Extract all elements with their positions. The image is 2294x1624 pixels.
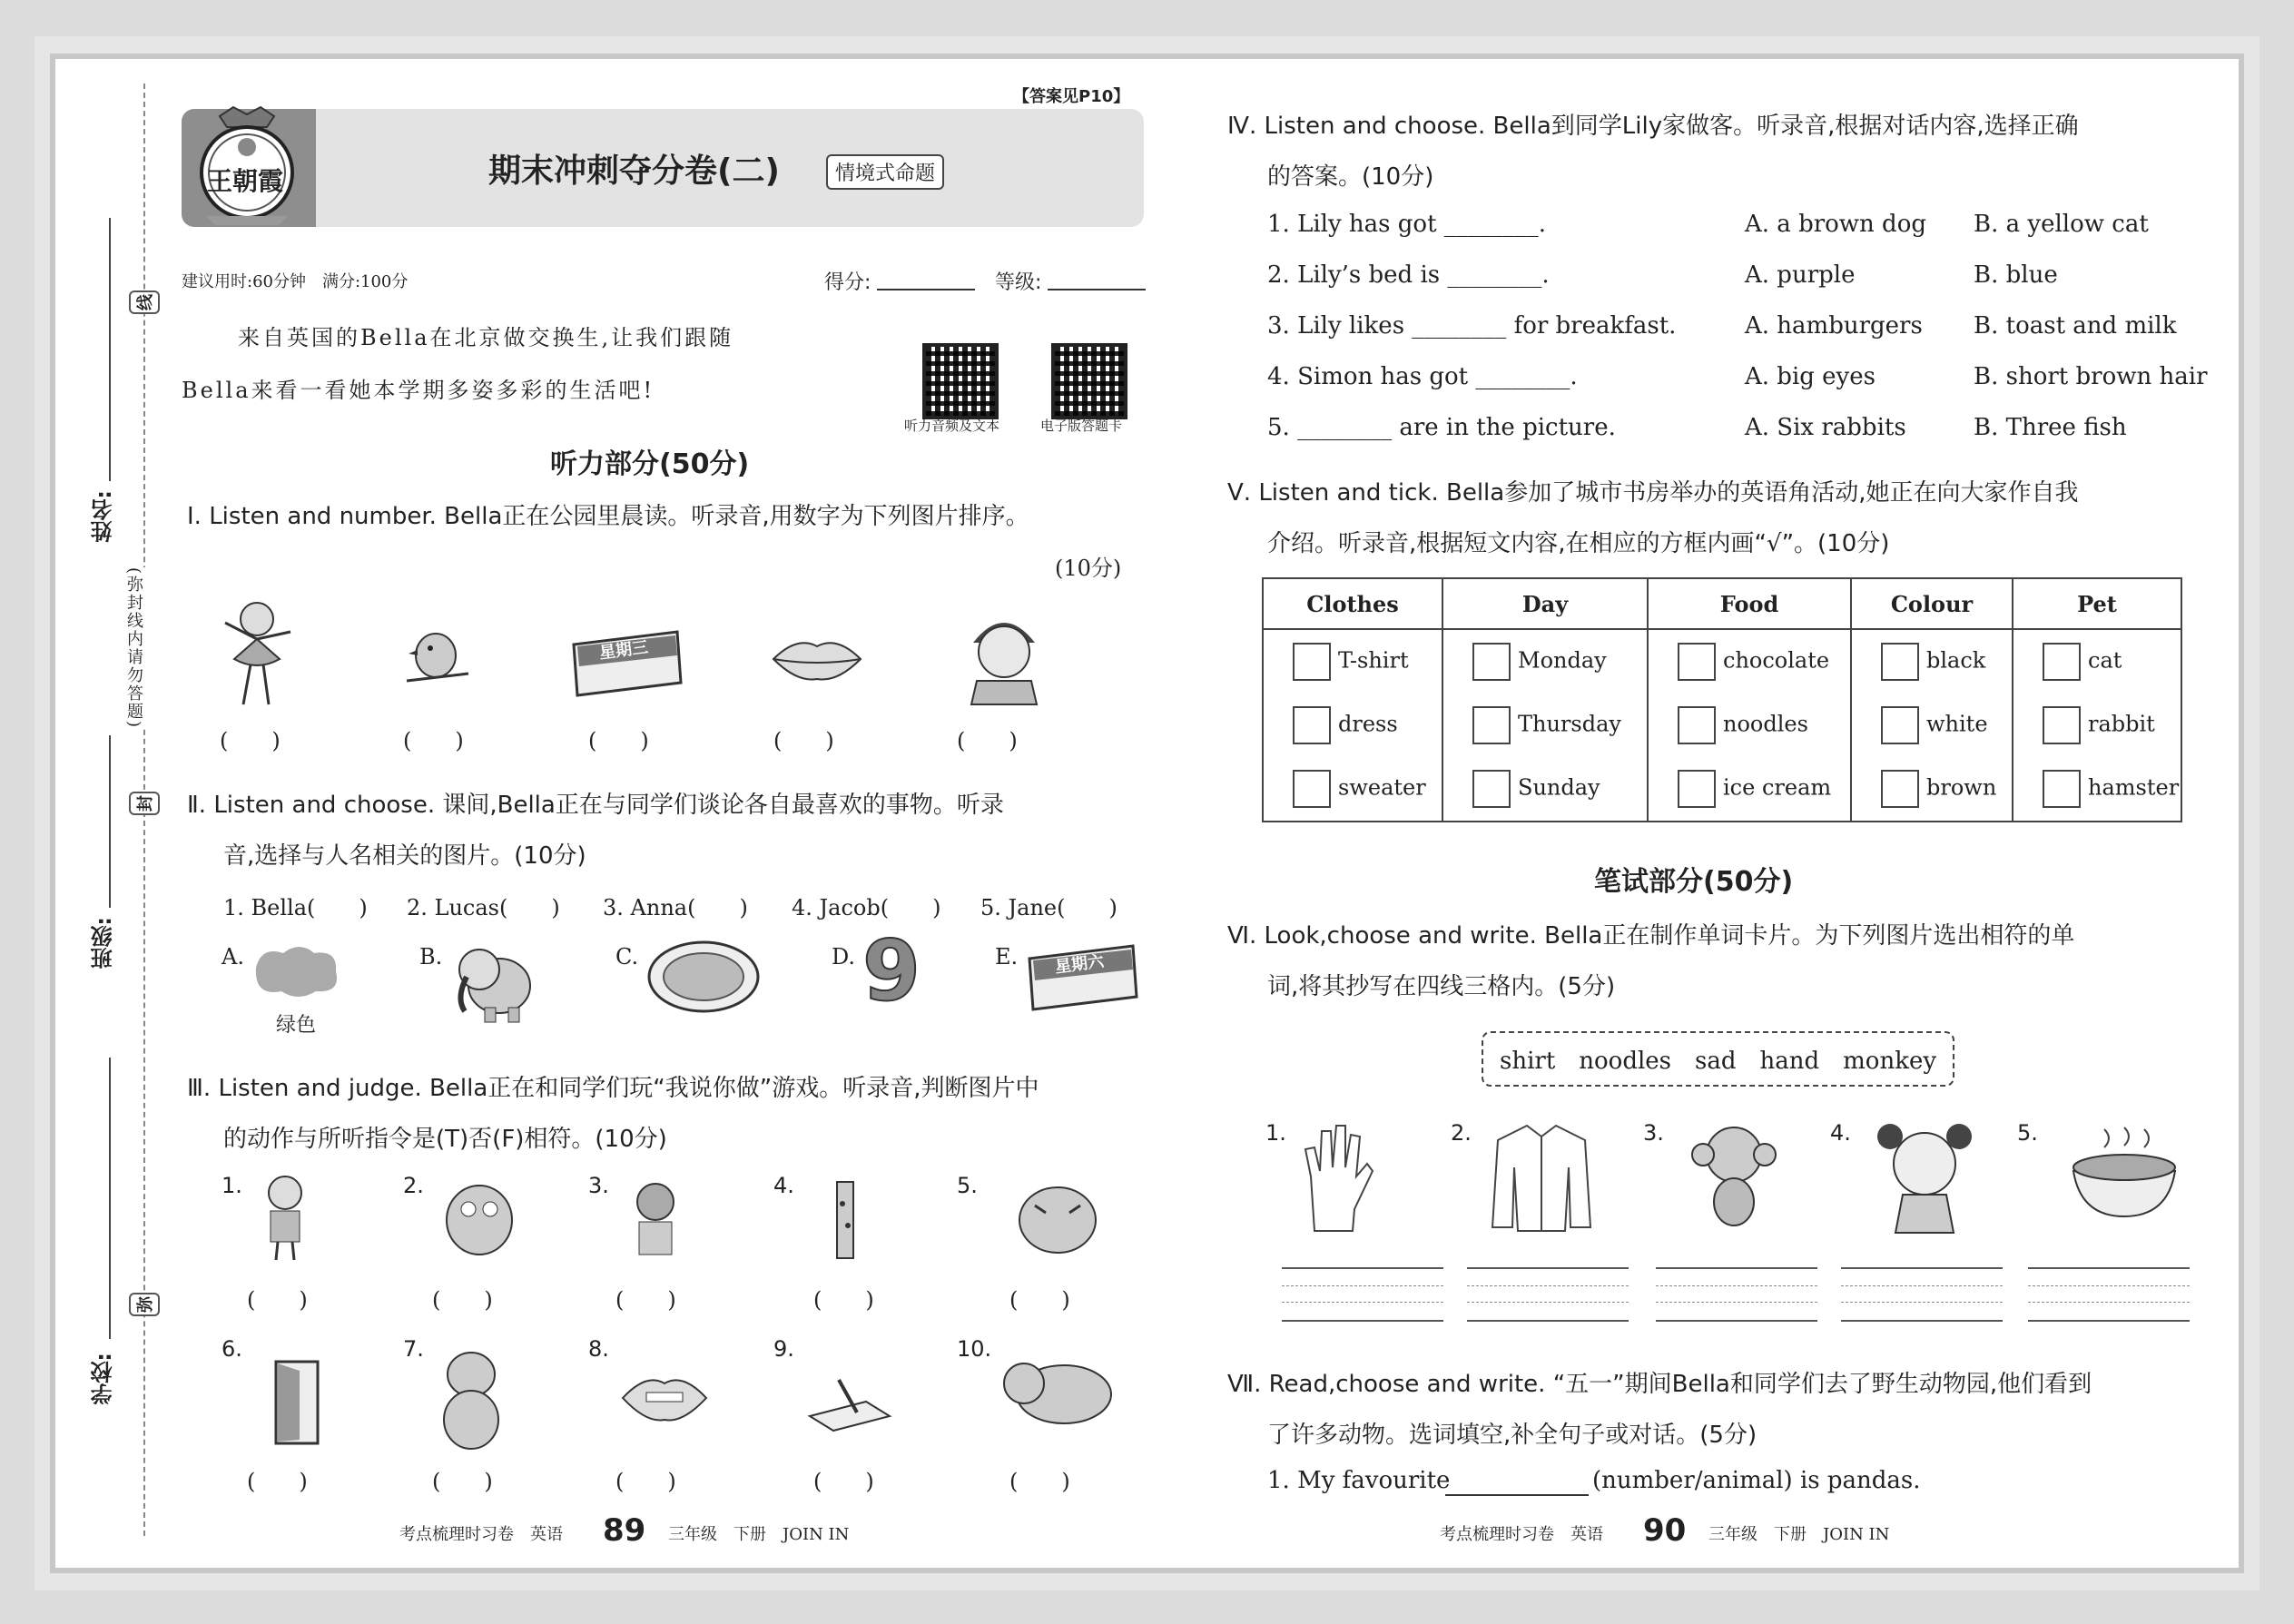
q3-number-5: 5.: [957, 1173, 978, 1198]
q7-title-line-1: Ⅶ. Read,choose and write. “五一”期间Bella和同学们去了野生动物园,他们看到: [1227, 1371, 2092, 1398]
exam-title-tag: 情境式命题: [826, 154, 944, 190]
footer-left-text-2: 三年级 下册 JOIN IN: [668, 1525, 850, 1544]
checkbox[interactable]: [1881, 706, 1919, 744]
sidebar-note: (弥封线内请勿答题): [122, 567, 145, 729]
q3-number-6: 6.: [222, 1336, 242, 1362]
q1-bracket-5[interactable]: ( ): [957, 728, 1018, 753]
tick-cell[interactable]: [1442, 757, 1648, 822]
q3-bracket-5[interactable]: ( ): [1009, 1287, 1070, 1313]
tick-label: chocolate: [1723, 647, 1830, 674]
q7-item-1-suffix: (number/animal) is pandas.: [1592, 1467, 1921, 1494]
tick-cell[interactable]: [1442, 629, 1648, 694]
tiger-running-picture: [1000, 1347, 1118, 1438]
q4-option-3a[interactable]: A. hamburgers: [1745, 312, 1923, 340]
q3-number-8: 8.: [588, 1336, 609, 1362]
four-line-grid-1[interactable]: [1282, 1267, 1443, 1322]
q6-number-1: 1.: [1265, 1120, 1286, 1146]
q4-option-5a[interactable]: A. Six rabbits: [1745, 414, 1906, 441]
bird-picture: [399, 617, 472, 690]
q3-bracket-3[interactable]: ( ): [615, 1287, 676, 1313]
q3-bracket-4[interactable]: ( ): [813, 1287, 874, 1313]
q4-option-2b[interactable]: B. blue: [1974, 261, 2058, 289]
checkbox[interactable]: [2043, 643, 2081, 681]
checkbox[interactable]: [1472, 770, 1511, 808]
q4-option-4a[interactable]: A. big eyes: [1745, 363, 1876, 390]
q2-option-a: A.: [222, 944, 244, 969]
checkbox[interactable]: [1678, 770, 1716, 808]
tick-cell[interactable]: [1851, 629, 2013, 694]
q2-option-c: C.: [615, 944, 639, 969]
q2-name-anna[interactable]: 3. Anna( ): [603, 895, 748, 920]
q4-option-5b[interactable]: B. Three fish: [1974, 414, 2127, 441]
q3-title-line-2: 的动作与所听指令是(T)否(F)相符。(10分): [223, 1126, 667, 1153]
green-label: 绿色: [276, 1014, 317, 1037]
intro-line-1: 来自英国的Bella在北京做交换生,让我们跟随: [238, 325, 734, 350]
boy-action-picture: [258, 1173, 312, 1262]
sidebar-name-label: 姓名:: [91, 490, 116, 543]
tick-table: [1262, 577, 2182, 822]
number-nine-picture: 9: [862, 922, 921, 1019]
q4-option-3b[interactable]: B. toast and milk: [1974, 312, 2177, 340]
q4-question-5: 5. ________ are in the picture.: [1267, 414, 1616, 441]
q3-number-7: 7.: [403, 1336, 424, 1362]
hand-picture: [1296, 1122, 1374, 1238]
q4-title-line-1: Ⅳ. Listen and choose. Bella到同学Lily家做客。听录音,根据对话内容,选择正确: [1227, 113, 2079, 140]
sidebar-class-label: 班级:: [91, 917, 116, 969]
q1-bracket-1[interactable]: ( ): [220, 728, 281, 753]
q2-name-jacob[interactable]: 4. Jacob( ): [792, 895, 941, 920]
q3-bracket-7[interactable]: ( ): [432, 1469, 493, 1494]
q6-number-3: 3.: [1643, 1120, 1664, 1146]
q2-name-lucas[interactable]: 2. Lucas( ): [407, 895, 560, 920]
footer-left-text-1: 考点梳理时习卷 英语: [399, 1525, 563, 1544]
tick-cell[interactable]: [2013, 757, 2181, 822]
qr-audio-label: 听力音频及文本: [904, 418, 1000, 434]
listening-heading: 听力部分(50分): [550, 448, 750, 480]
q4-title-line-2: 的答案。(10分): [1267, 163, 1434, 191]
tick-label: ice cream: [1723, 774, 1832, 801]
open-door-picture: [272, 1358, 321, 1447]
checkbox[interactable]: [1293, 770, 1331, 808]
q3-number-4: 4.: [773, 1173, 794, 1198]
q3-number-1: 1.: [222, 1173, 242, 1198]
green-paint-splash-picture: [247, 940, 345, 1002]
sidebar-seal-char: 封: [129, 792, 160, 815]
grade-label: 等级:: [995, 271, 1042, 294]
tick-table-row: [1263, 694, 2181, 757]
noodles-picture: [2068, 1126, 2181, 1220]
qr-answer-card-label: 电子版答题卡: [1040, 418, 1123, 434]
footer-left-page-number: 89: [603, 1512, 646, 1549]
calendar-saturday-text: 星期六: [1054, 951, 1106, 978]
right-page: [1147, 0, 2294, 1624]
monkey-picture: [1687, 1122, 1781, 1229]
header-food: Food: [1648, 578, 1851, 629]
q3-number-9: 9.: [773, 1336, 794, 1362]
q4-option-4b[interactable]: B. short brown hair: [1974, 363, 2208, 390]
sad-girl-picture: [1876, 1118, 1974, 1236]
tick-cell[interactable]: [1442, 694, 1648, 757]
q3-number-2: 2.: [403, 1173, 424, 1198]
tick-label: rabbit: [2088, 711, 2155, 737]
q4-question-4: 4. Simon has got ________.: [1267, 363, 1578, 390]
q4-option-1a[interactable]: A. a brown dog: [1745, 211, 1927, 238]
header-colour: Colour: [1851, 578, 2013, 629]
header-pet: Pet: [2013, 578, 2181, 629]
shirt-picture: [1491, 1122, 1592, 1235]
tiger-standing-picture: [432, 1347, 510, 1452]
calendar-wednesday-text: 星期三: [598, 637, 650, 664]
tick-label: white: [1926, 711, 1988, 737]
score-field[interactable]: [877, 289, 975, 290]
q1-bracket-4[interactable]: ( ): [773, 728, 834, 753]
sidebar-school-line: [109, 1058, 111, 1339]
q2-title-line-1: Ⅱ. Listen and choose. 课间,Bella正在与同学们谈论各自最喜欢的事物。听录: [187, 792, 1004, 819]
score-label: 得分:: [824, 271, 871, 294]
q7-item-1-prefix: 1. My favourite: [1267, 1467, 1451, 1494]
elephant-picture: [448, 935, 539, 1026]
girl-action-picture: [623, 1180, 688, 1260]
answer-reference: 【答案见P10】: [1013, 87, 1130, 106]
exam-title: 期末冲刺夺分卷(二): [488, 153, 780, 190]
footer-right-page-number: 90: [1643, 1512, 1687, 1549]
q4-question-1: 1. Lily has got ________.: [1267, 211, 1547, 238]
brand-name: 王朝霞: [207, 166, 284, 196]
q3-bracket-8[interactable]: ( ): [615, 1469, 676, 1494]
tick-label: dress: [1338, 711, 1398, 737]
q7-item-1-blank[interactable]: [1445, 1494, 1589, 1496]
checkbox[interactable]: [1472, 643, 1511, 681]
sidebar-mi-char: 弥: [129, 1293, 160, 1316]
q5-title-line-2: 介绍。听录音,根据短文内容,在相应的方框内画“√”。(10分): [1267, 530, 1890, 557]
tick-label: black: [1926, 647, 1986, 674]
footer-right-text-2: 三年级 下册 JOIN IN: [1708, 1525, 1890, 1544]
header-day: Day: [1442, 578, 1648, 629]
tick-label: brown: [1926, 774, 1997, 801]
writing-heading: 笔试部分(50分): [1594, 866, 1794, 898]
tick-label: Monday: [1518, 647, 1607, 674]
q1-score: (10分): [1055, 556, 1122, 581]
tick-cell[interactable]: [1263, 694, 1442, 757]
tick-label: cat: [2088, 647, 2122, 674]
q3-bracket-2[interactable]: ( ): [432, 1287, 493, 1313]
q3-number-10: 10.: [957, 1336, 992, 1362]
mouth-teeth-picture: [619, 1369, 710, 1427]
checkbox[interactable]: [1678, 643, 1716, 681]
qr-code-audio[interactable]: [922, 343, 999, 419]
sidebar-name-line: [109, 218, 111, 481]
q2-option-b: B.: [419, 944, 443, 969]
q4-option-2a[interactable]: A. purple: [1745, 261, 1856, 289]
tick-cell[interactable]: [2013, 694, 2181, 757]
q6-number-5: 5.: [2017, 1120, 2038, 1146]
q6-title-line-1: Ⅵ. Look,choose and write. Bella正在制作单词卡片。为下列图片选出相符的单: [1227, 922, 2075, 950]
tick-label: T-shirt: [1338, 647, 1409, 674]
tick-table-header-row: [1263, 578, 2181, 629]
sidebar-line-char: 线: [129, 290, 160, 314]
noodles-bowl-picture: [645, 939, 763, 1015]
owl-picture: [438, 1176, 521, 1258]
tick-label: sweater: [1338, 774, 1426, 801]
four-line-grid-2[interactable]: [1467, 1267, 1629, 1322]
tick-cell[interactable]: [2013, 629, 2181, 694]
crying-boy-picture: [960, 606, 1048, 706]
q3-bracket-1[interactable]: ( ): [247, 1287, 308, 1313]
q2-option-e: E.: [995, 944, 1019, 969]
q2-option-d: D.: [832, 944, 856, 969]
checkbox[interactable]: [1678, 706, 1716, 744]
checkbox[interactable]: [2043, 706, 2081, 744]
checkbox[interactable]: [1881, 770, 1919, 808]
tick-cell[interactable]: [1648, 694, 1851, 757]
q2-name-jane[interactable]: 5. Jane( ): [980, 895, 1117, 920]
checkbox[interactable]: [1881, 643, 1919, 681]
tick-label: noodles: [1723, 711, 1808, 737]
q1-title: Ⅰ. Listen and number. Bella正在公园里晨读。听录音,用数字为下列图片排序。: [187, 503, 1029, 530]
q3-bracket-9[interactable]: ( ): [813, 1469, 874, 1494]
q4-option-1b[interactable]: B. a yellow cat: [1974, 211, 2149, 238]
tiger-face-picture: [1015, 1178, 1100, 1256]
mouth-picture: [770, 634, 864, 684]
tick-label: Sunday: [1518, 774, 1600, 801]
q3-bracket-10[interactable]: ( ): [1009, 1469, 1070, 1494]
q6-number-4: 4.: [1830, 1120, 1851, 1146]
sidebar-school-label: 学校:: [91, 1353, 116, 1405]
q6-word-bank: shirt noodles sad hand monkey: [1482, 1031, 1954, 1087]
checkbox[interactable]: [1293, 706, 1331, 744]
tick-cell[interactable]: [1648, 629, 1851, 694]
tick-table-row: [1263, 629, 2181, 694]
time-info: 建议用时:60分钟 满分:100分: [182, 272, 409, 291]
q5-title-line-1: Ⅴ. Listen and tick. Bella参加了城市书房举办的英语角活动,她正在向大家作自我: [1227, 479, 2079, 507]
q3-title-line-1: Ⅲ. Listen and judge. Bella正在和同学们玩“我说你做”游戏。听录音,判断图片中: [187, 1075, 1039, 1102]
q3-bracket-6[interactable]: ( ): [247, 1469, 308, 1494]
hand-writing-picture: [802, 1362, 897, 1434]
q2-title-line-2: 音,选择与人名相关的图片。(10分): [223, 842, 586, 870]
giraffe-picture: [824, 1176, 866, 1264]
q7-title-line-2: 了许多动物。选词填空,补全句子或对话。(5分): [1267, 1422, 1757, 1449]
checkbox[interactable]: [2043, 770, 2081, 808]
header-clothes: Clothes: [1263, 578, 1442, 629]
checkbox[interactable]: [1472, 706, 1511, 744]
q2-name-bella[interactable]: 1. Bella( ): [223, 895, 368, 920]
checkbox[interactable]: [1293, 643, 1331, 681]
four-line-grid-3[interactable]: [1656, 1267, 1817, 1322]
tick-label: Thursday: [1518, 711, 1621, 737]
sidebar-class-line: [109, 735, 111, 908]
four-line-grid-4[interactable]: [1841, 1267, 2003, 1322]
grade-field[interactable]: [1048, 289, 1146, 290]
footer-right-text-1: 考点梳理时习卷 英语: [1440, 1525, 1603, 1544]
qr-code-answer-card[interactable]: [1051, 343, 1127, 419]
q6-title-line-2: 词,将其抄写在四线三格内。(5分): [1267, 973, 1616, 1000]
tick-cell[interactable]: [1851, 694, 2013, 757]
tick-label: hamster: [2088, 774, 2180, 801]
four-line-grid-5[interactable]: [2028, 1267, 2190, 1322]
intro-line-2: Bella来看一看她本学期多姿多彩的生活吧!: [182, 378, 655, 403]
q4-question-3: 3. Lily likes ________ for breakfast.: [1267, 312, 1677, 340]
q3-number-3: 3.: [588, 1173, 609, 1198]
q4-question-2: 2. Lily’s bed is ________.: [1267, 261, 1550, 289]
ballerina-girl-picture: [216, 595, 298, 714]
q6-number-2: 2.: [1451, 1120, 1472, 1146]
tick-table-row: [1263, 757, 2181, 822]
tick-cell[interactable]: [1263, 629, 1442, 694]
q1-bracket-2[interactable]: ( ): [403, 728, 464, 753]
q1-bracket-3[interactable]: ( ): [588, 728, 649, 753]
tick-cell[interactable]: [1851, 757, 2013, 822]
tick-cell[interactable]: [1648, 757, 1851, 822]
tick-cell[interactable]: [1263, 757, 1442, 822]
